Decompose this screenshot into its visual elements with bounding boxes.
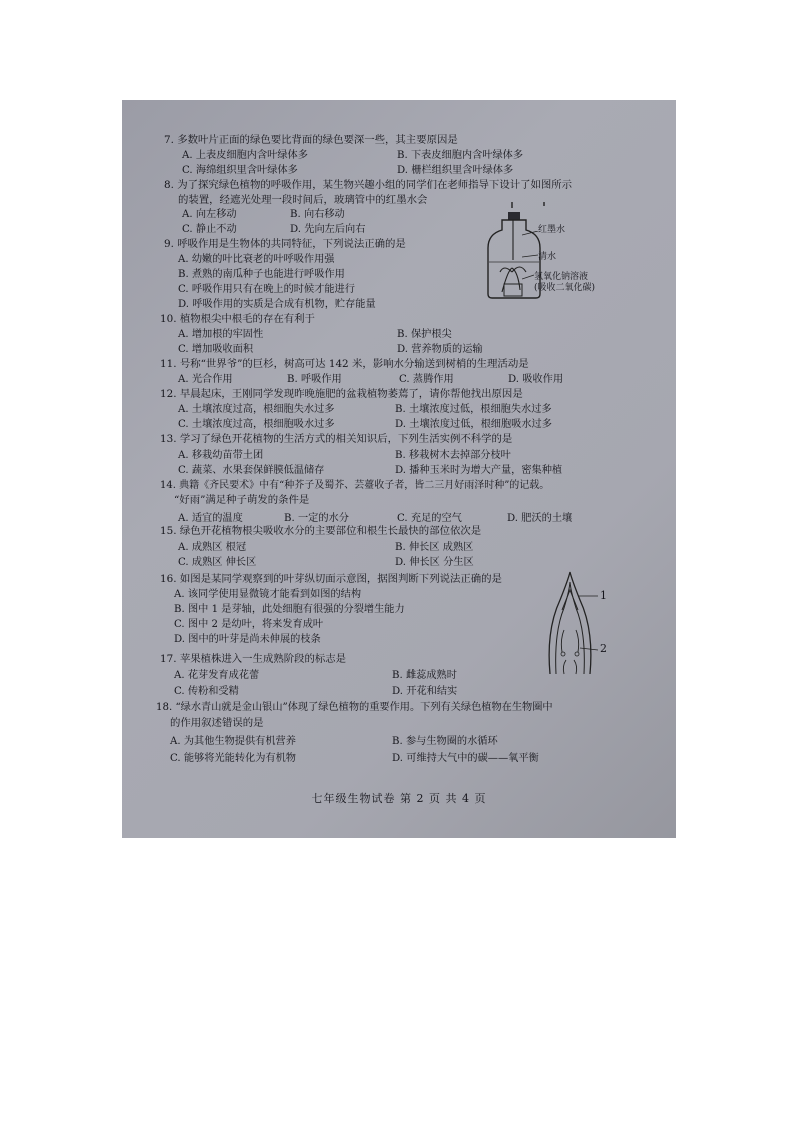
q14-option-d: D. 肥沃的土壤 [507, 513, 573, 524]
question-15: 15. 绿色开花植物根尖吸收水分的主要部位和根生长最快的部位依次是 [160, 525, 482, 537]
q14-option-c: C. 充足的空气 [397, 513, 462, 524]
ink-label: 红墨水 [538, 225, 566, 235]
bud-label-1: 1 [600, 589, 607, 602]
q17-option-c: C. 传粉和受精 [174, 686, 239, 697]
q8-option-c: C. 静止不动 [182, 224, 237, 235]
q18-option-d: D. 可维持大气中的碳——氧平衡 [392, 753, 539, 764]
question-18-line2: 的作用叙述错误的是 [170, 717, 264, 729]
q13-option-c: C. 蔬菜、水果套保鲜膜低温储存 [178, 465, 325, 476]
q8-option-a: A. 向左移动 [182, 209, 237, 220]
question-13: 13. 学习了绿色开花植物的生活方式的相关知识后，下列生活实例不科学的是 [160, 433, 513, 445]
q12-option-d: D. 土壤浓度过低，根细胞吸水过多 [395, 419, 552, 430]
q12-option-c: C. 土壤浓度过高，根细胞吸水过多 [178, 419, 335, 430]
q7-option-c: C. 海绵组织里含叶绿体多 [182, 165, 298, 176]
q7-option-b: B. 下表皮细胞内含叶绿体多 [397, 150, 524, 161]
q11-option-b: B. 呼吸作用 [287, 374, 342, 385]
question-12: 12. 早晨起床，王刚同学发现昨晚施肥的盆栽植物萎蔫了，请你帮他找出原因是 [160, 388, 523, 400]
q10-option-d: D. 营养物质的运输 [397, 344, 483, 355]
q17-option-d: D. 开花和结实 [392, 686, 458, 697]
question-14: 14. 典籍《齐民要术》中有“种芥子及蜀芥、芸薹收子者，皆二三月好雨泽时种”的记载。 [160, 480, 550, 491]
question-18: 18. “绿水青山就是金山银山”体现了绿色植物的重要作用。下列有关绿色植物在生物圈中 [156, 702, 553, 713]
q16-option-a: A. 该同学使用显微镜才能看到如图的结构 [174, 589, 362, 600]
leaf-bud-section-figure [542, 570, 612, 678]
question-8: 8. 为了探究绿色植物的呼吸作用，某生物兴趣小组的同学们在老师指导下设计了如图所示 [164, 179, 573, 191]
q17-option-a: A. 花芽发育成花蕾 [174, 670, 260, 681]
q13-option-d: D. 播种玉米时为增大产量，密集种植 [395, 465, 563, 476]
q9-option-b: B. 煮熟的南瓜种子也能进行呼吸作用 [178, 269, 345, 280]
q13-option-b: B. 移栽树木去掉部分枝叶 [395, 450, 511, 461]
water-label: 清水 [538, 252, 557, 262]
naoh-label: 氢氧化钠溶液 [534, 272, 589, 282]
q18-option-a: A. 为其他生物提供有机营养 [170, 736, 296, 747]
q16-option-b: B. 图中 1 是芽轴，此处细胞有很强的分裂增生能力 [174, 604, 405, 615]
q10-option-c: C. 增加吸收面积 [178, 344, 254, 355]
q7-option-a: A. 上表皮细胞内含叶绿体多 [182, 150, 308, 161]
q18-option-c: C. 能够将光能转化为有机物 [170, 753, 296, 764]
q16-option-d: D. 图中的叶芽是尚未伸展的枝条 [174, 634, 321, 645]
question-7: 7. 多数叶片正面的绿色要比背面的绿色要深一些，其主要原因是 [164, 134, 458, 146]
q11-option-c: C. 蒸腾作用 [399, 374, 454, 385]
q10-option-a: A. 增加根的牢固性 [178, 329, 264, 340]
figure-leader-lines [522, 231, 542, 291]
exam-sheet [122, 100, 676, 838]
page-footer: 七年级生物试卷 第 2 页 共 4 页 [311, 792, 487, 805]
q15-option-c: C. 成熟区 伸长区 [178, 557, 257, 568]
q14-option-a: A. 适宜的温度 [178, 513, 243, 524]
question-10: 10. 植物根尖中根毛的存在有利于 [160, 313, 315, 325]
q10-option-b: B. 保护根尖 [397, 329, 452, 340]
q8-option-b: B. 向右移动 [290, 209, 345, 220]
q15-option-a: A. 成熟区 根冠 [178, 542, 247, 553]
q14-option-b: B. 一定的水分 [284, 513, 349, 524]
question-16: 16. 如图是某同学观察到的叶芽纵切面示意图，据图判断下列说法正确的是 [160, 573, 502, 585]
q12-option-a: A. 土壤浓度过高，根细胞失水过多 [178, 404, 335, 415]
q9-option-d: D. 呼吸作用的实质是合成有机物，贮存能量 [178, 299, 376, 310]
question-14-line2: “好雨”满足种子萌发的条件是 [174, 494, 310, 506]
q7-option-d: D. 栅栏组织里含叶绿体多 [397, 165, 514, 176]
question-11: 11. 号称“世界爷”的巨杉，树高可达 142 米，影响水分输送到树梢的生理活动是 [160, 358, 529, 370]
q8-option-d: D. 先向左后向右 [290, 224, 366, 235]
question-17: 17. 苹果植株进入一生成熟阶段的标志是 [160, 653, 347, 665]
q15-option-d: D. 伸长区 分生区 [395, 557, 474, 568]
q9-option-a: A. 幼嫩的叶比衰老的叶呼吸作用强 [178, 254, 335, 265]
q9-option-c: C. 呼吸作用只有在晚上的时候才能进行 [178, 284, 355, 295]
question-8-line2: 的装置，经遮光处理一段时间后，玻璃管中的红墨水会 [178, 194, 428, 206]
bud-label-2: 2 [600, 642, 607, 655]
q18-option-b: B. 参与生物圈的水循环 [392, 736, 498, 747]
naoh-note-label: (吸收二氧化碳) [534, 283, 596, 293]
q16-option-c: C. 图中 2 是幼叶，将来发育成叶 [174, 619, 324, 630]
q13-option-a: A. 移栽幼苗带土团 [178, 450, 264, 461]
q11-option-a: A. 光合作用 [178, 374, 233, 385]
q17-option-b: B. 雌蕊成熟时 [392, 670, 457, 681]
q11-option-d: D. 吸收作用 [508, 374, 564, 385]
question-9: 9. 呼吸作用是生物体的共同特征，下列说法正确的是 [164, 238, 406, 250]
q15-option-b: B. 伸长区 成熟区 [395, 542, 474, 553]
q12-option-b: B. 土壤浓度过低，根细胞失水过多 [395, 404, 552, 415]
